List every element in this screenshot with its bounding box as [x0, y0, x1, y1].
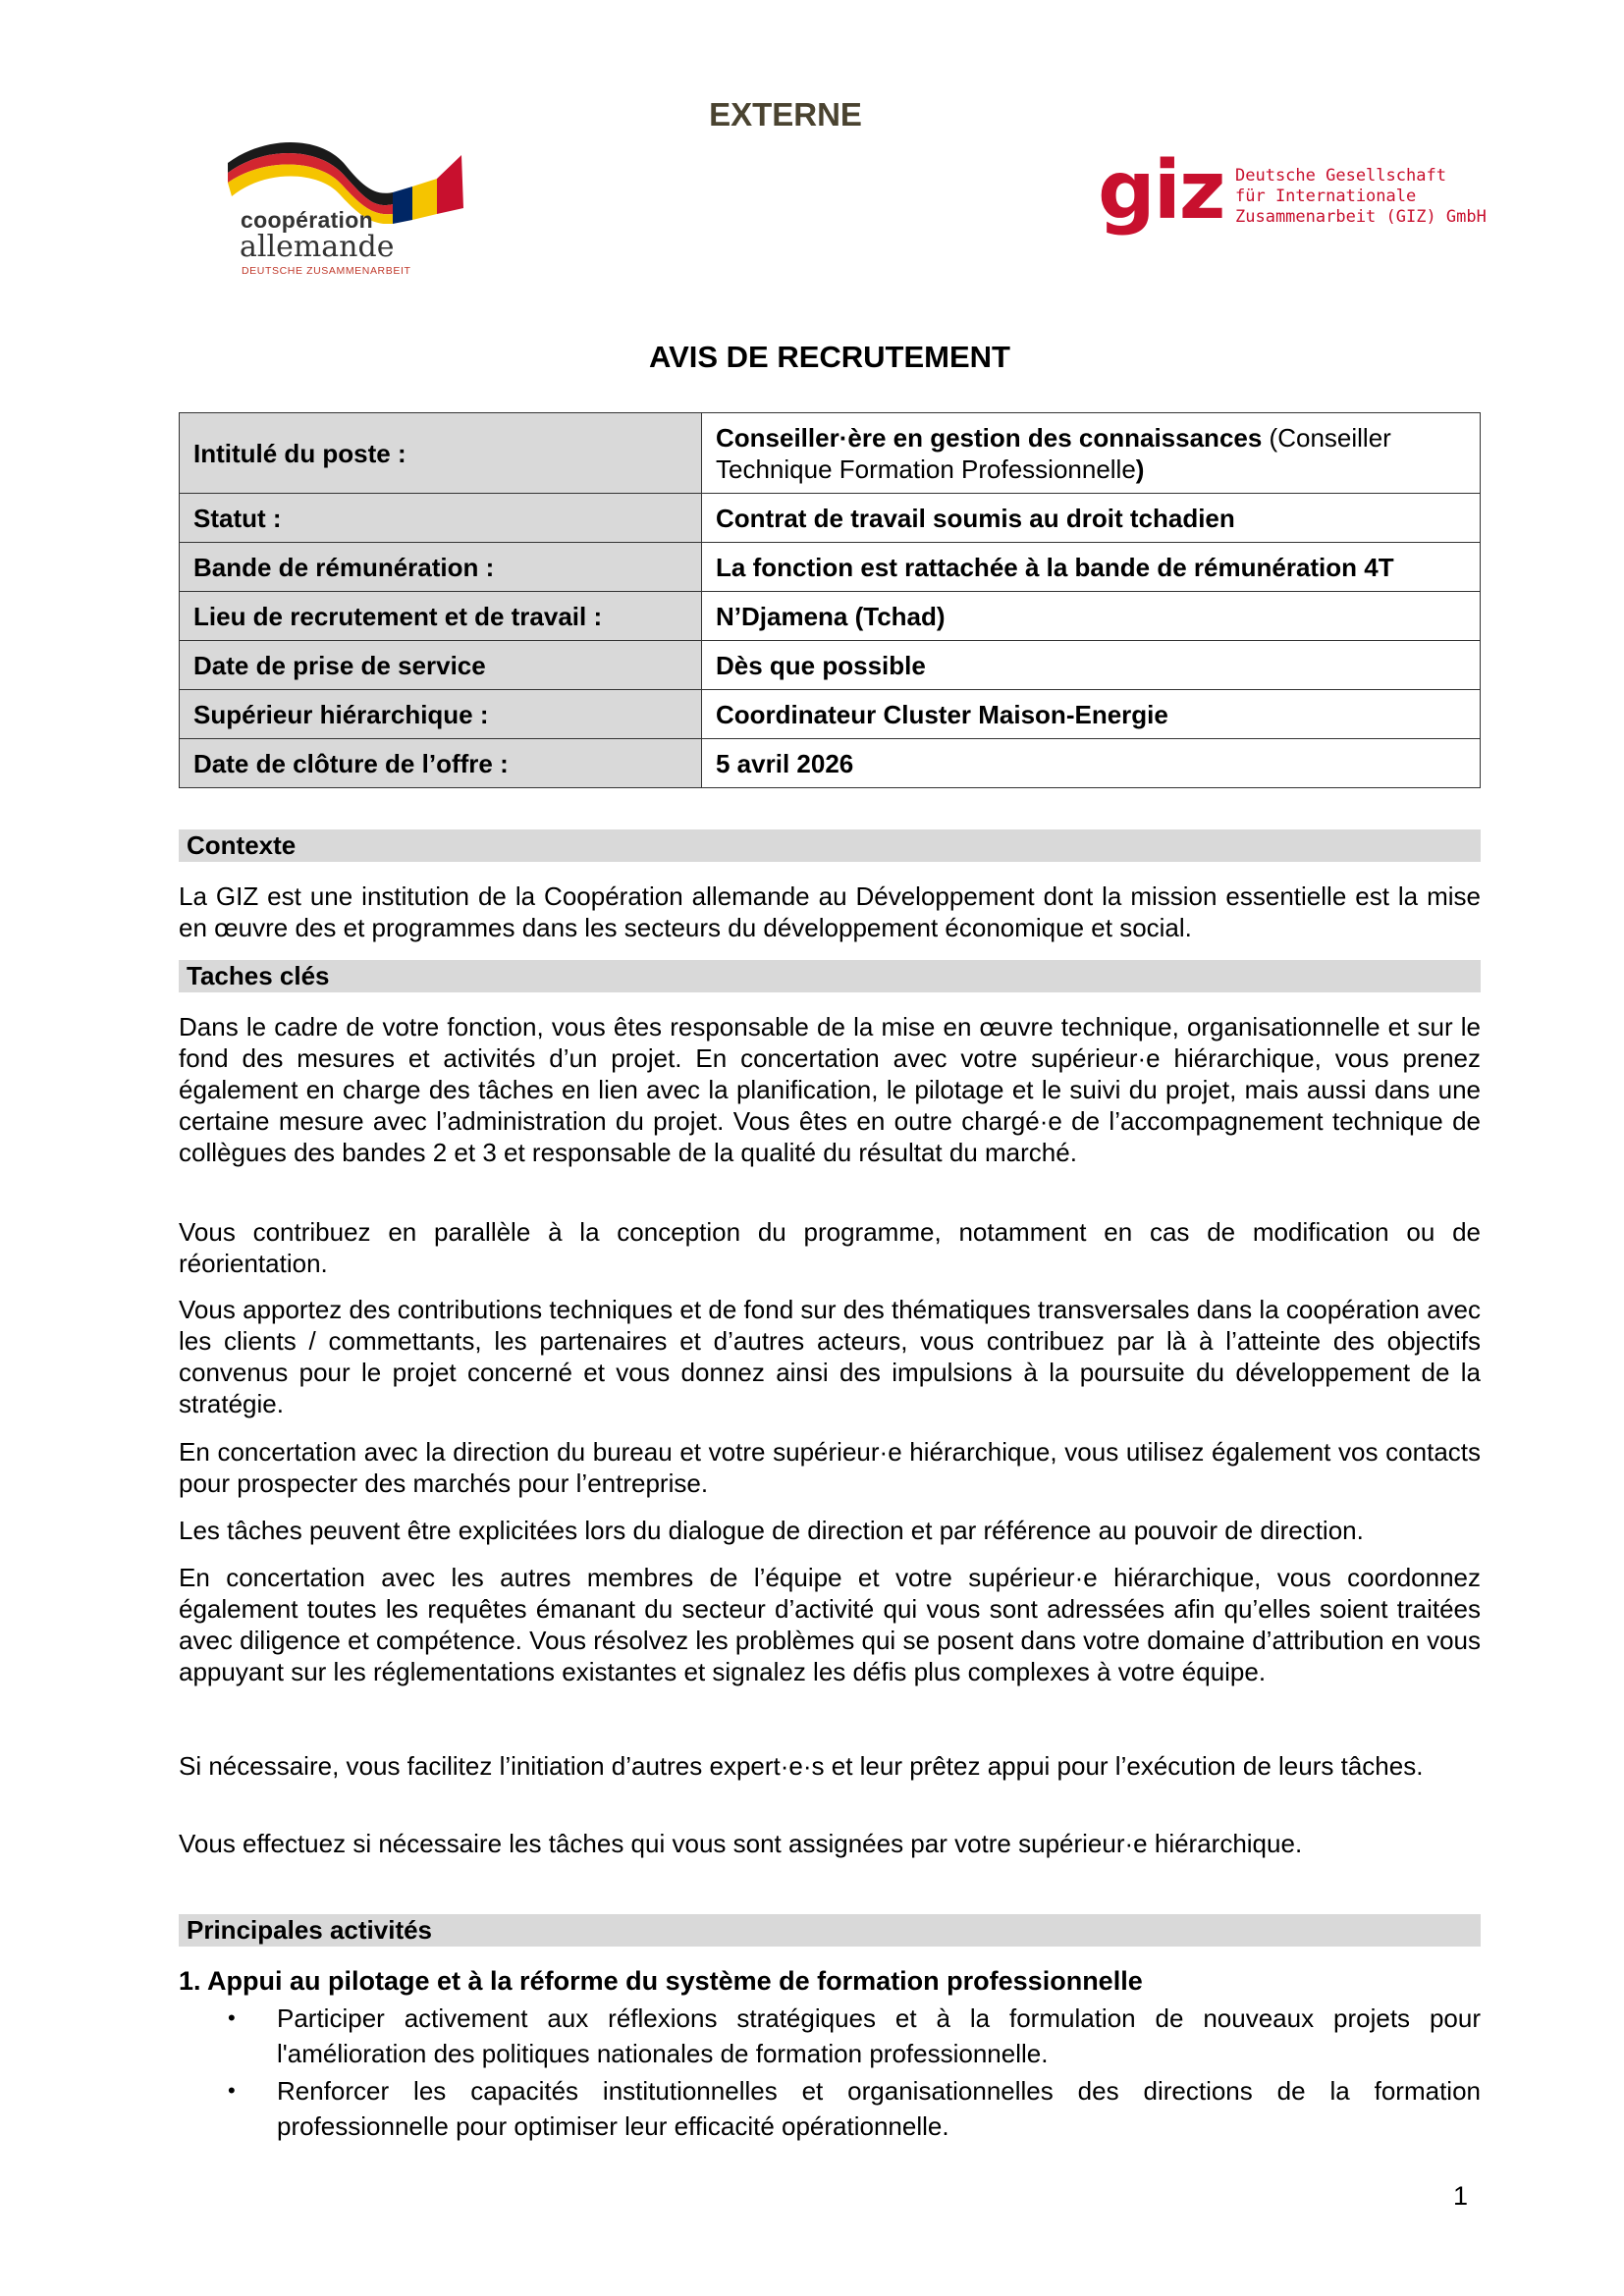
paragraph: Les tâches peuvent être explicitées lors du dialogue de direction et par référence au pouvoir de direction. — [179, 1516, 1364, 1545]
paragraph: Vous effectuez si nécessaire les tâches qui vous sont assignées par votre supérieur·e hiérarchique. — [179, 1829, 1303, 1858]
row-value: Contrat de travail soumis au droit tchadien — [702, 494, 1481, 543]
row-label: Date de clôture de l’offre : — [180, 739, 702, 788]
bullet-icon: • — [228, 2005, 236, 2030]
row-value: Dès que possible — [702, 641, 1481, 690]
table-row — [180, 739, 1481, 788]
table-row — [180, 592, 1481, 641]
paragraph: Si nécessaire, vous facilitez l’initiation d’autres expert·e·s et leur prêtez appui pour l’exécution de leurs tâches. — [179, 1751, 1424, 1781]
job-info-table — [179, 412, 1481, 788]
row-label: Supérieur hiérarchique : — [180, 690, 702, 739]
row-label: Statut : — [180, 494, 702, 543]
table-row — [180, 543, 1481, 592]
logo-text-line3: DEUTSCHE ZUSAMMENARBEIT — [242, 265, 411, 277]
row-value: 5 avril 2026 — [702, 739, 1481, 788]
paragraph: Vous apportez des contributions techniques et de fond sur des thématiques transversales dans la coopération avec les clients / commettants, les partenaires et d’autres acteurs, vous contribuez par là à l’atteinte des objectifs convenus pour le projet concerné et vous donnez ainsi des impulsions à la poursuite du développement de la stratégie. — [179, 1295, 1481, 1418]
list-item: Renforcer les capacités institutionnelles et organisationnelles des directions de la formation professionnelle pour optimiser leur efficacité opérationnelle. — [277, 2076, 1481, 2141]
row-value: Coordinateur Cluster Maison-Energie — [702, 690, 1481, 739]
cooperation-allemande-logo — [226, 135, 471, 277]
subsection-title: 1. Appui au pilotage et à la réforme du système de formation professionnelle — [179, 1966, 1143, 1996]
page-number: 1 — [1453, 2181, 1469, 2211]
section-heading-contexte: Contexte — [179, 829, 1481, 862]
giz-mark: giz — [1098, 144, 1224, 238]
section-heading-taches: Taches clés — [179, 960, 1481, 992]
paragraph: La GIZ est une institution de la Coopération allemande au Développement dont la mission essentielle est la mise en œuvre des et programmes dans les secteurs du développement économique et social. — [179, 881, 1481, 942]
paragraph: Dans le cadre de votre fonction, vous êtes responsable de la mise en œuvre technique, organisationnelle et sur le fond des mesures et activités d’un projet. En concertation avec votre supérieur·e hiérarchique, vous prenez également en charge des tâches en lien avec la planification, le pilotage et le suivi du projet, mais aussi dans une certaine mesure avec l’administration du projet. Vous êtes en outre chargé·e de l’accompagnement technique de collègues des bandes 2 et 3 et responsable de la qualité du résultat du marché. — [179, 1012, 1481, 1167]
paragraph: Vous contribuez en parallèle à la conception du programme, notamment en cas de modification ou de réorientation. — [179, 1217, 1481, 1278]
giz-name-line1: Deutsche Gesellschaft — [1235, 166, 1446, 186]
list-item: Participer activement aux réflexions stratégiques et à la formulation de nouveaux projets pour l'amélioration des politiques nationales de formation professionnelle. — [277, 2003, 1481, 2068]
row-value: N’Djamena (Tchad) — [702, 592, 1481, 641]
page-title: AVIS DE RECRUTEMENT — [648, 340, 1010, 374]
giz-fullname — [1235, 166, 1487, 228]
table-row — [180, 413, 1481, 494]
row-label: Lieu de recrutement et de travail : — [180, 592, 702, 641]
bullet-icon: • — [228, 2078, 236, 2103]
giz-name-line2: für Internationale — [1235, 187, 1417, 206]
row-label: Intitulé du poste : — [180, 413, 702, 494]
table-row — [180, 494, 1481, 543]
classification-label: EXTERNE — [709, 96, 862, 133]
row-label: Date de prise de service — [180, 641, 702, 690]
logo-text-line1: coopération — [241, 207, 373, 233]
row-label: Bande de rémunération : — [180, 543, 702, 592]
paragraph: En concertation avec la direction du bureau et votre supérieur·e hiérarchique, vous utilisez également vos contacts pour prospecter des marchés pour l’entreprise. — [179, 1437, 1481, 1498]
giz-name-line3: Zusammenarbeit (GIZ) GmbH — [1235, 207, 1487, 227]
section-heading-activites: Principales activités — [179, 1914, 1481, 1947]
logo-text-line2: allemande — [240, 230, 395, 264]
table-row — [180, 641, 1481, 690]
table-row — [180, 690, 1481, 739]
row-value: La fonction est rattachée à la bande de rémunération 4T — [702, 543, 1481, 592]
giz-logo — [1098, 144, 1490, 250]
paragraph: En concertation avec les autres membres de l’équipe et votre supérieur·e hiérarchique, vous coordonnez également toutes les requêtes émanant du secteur d’activité qui vous sont adressées afin qu’elles soient traitées avec diligence et compétence. Vous résolvez les problèmes qui se posent dans votre domaine d’attribution en vous appuyant sur les réglementations existantes et signalez les défis plus complexes à votre équipe. — [179, 1563, 1481, 1686]
row-value: Conseiller·ère en gestion des connaissances (Conseiller Technique Formation Professionnelle) — [702, 413, 1481, 494]
